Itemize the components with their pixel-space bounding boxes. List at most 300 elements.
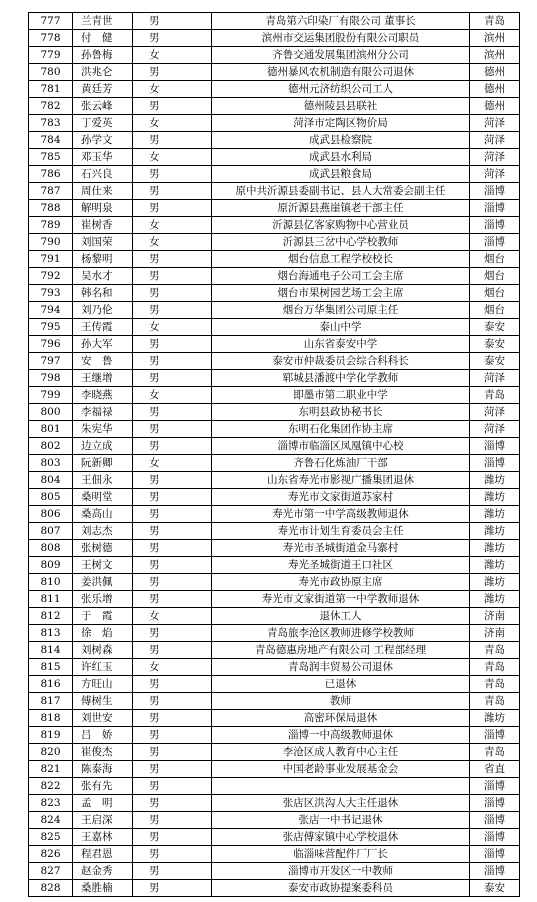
table-row — [29, 676, 520, 693]
table-row — [29, 115, 520, 132]
city-cell: 淄博 — [470, 438, 520, 455]
city-cell: 淄博 — [470, 778, 520, 795]
table-row — [29, 574, 520, 591]
row-number-cell: 822 — [29, 778, 73, 795]
city-cell: 淄博 — [470, 455, 520, 472]
row-number-cell: 779 — [29, 47, 73, 64]
person-name-cell: 洪兆仑 — [73, 64, 133, 81]
table-row — [29, 404, 520, 421]
table-row — [29, 880, 520, 897]
person-name-cell: 王树文 — [73, 557, 133, 574]
gender-cell: 男 — [133, 98, 212, 115]
person-name-cell: 吕 娇 — [73, 727, 133, 744]
row-number-cell: 794 — [29, 302, 73, 319]
workplace-cell: 泰山中学 — [212, 319, 470, 336]
table-row — [29, 744, 520, 761]
person-name-cell: 边立成 — [73, 438, 133, 455]
table-row — [29, 98, 520, 115]
row-number-cell: 827 — [29, 863, 73, 880]
row-number-cell: 784 — [29, 132, 73, 149]
row-number-cell: 803 — [29, 455, 73, 472]
row-number-cell: 815 — [29, 659, 73, 676]
city-cell: 潍坊 — [470, 710, 520, 727]
person-name-cell: 兰青世 — [73, 13, 133, 30]
workplace-cell: 淄博市开发区一中教师 — [212, 863, 470, 880]
city-cell: 德州 — [470, 81, 520, 98]
city-cell: 青岛 — [470, 676, 520, 693]
workplace-cell: 张店傅家镇中心学校退休 — [212, 829, 470, 846]
table-row — [29, 302, 520, 319]
person-name-cell: 王嘉林 — [73, 829, 133, 846]
row-number-cell: 796 — [29, 336, 73, 353]
table-row — [29, 659, 520, 676]
table-row — [29, 540, 520, 557]
city-cell: 青岛 — [470, 659, 520, 676]
row-number-cell: 800 — [29, 404, 73, 421]
city-cell: 淄博 — [470, 812, 520, 829]
row-number-cell: 785 — [29, 149, 73, 166]
city-cell: 淄博 — [470, 200, 520, 217]
person-name-cell: 孙大军 — [73, 336, 133, 353]
person-name-cell: 崔树香 — [73, 217, 133, 234]
row-number-cell: 816 — [29, 676, 73, 693]
row-number-cell: 804 — [29, 472, 73, 489]
gender-cell: 男 — [133, 795, 212, 812]
person-name-cell: 邓玉华 — [73, 149, 133, 166]
person-name-cell: 王启深 — [73, 812, 133, 829]
workplace-cell: 青岛润丰贸易公司退休 — [212, 659, 470, 676]
table-row — [29, 761, 520, 778]
workplace-cell: 张店一中书记退休 — [212, 812, 470, 829]
person-name-cell: 王佃永 — [73, 472, 133, 489]
city-cell: 菏泽 — [470, 370, 520, 387]
workplace-cell: 淄博一中高级教师退休 — [212, 727, 470, 744]
gender-cell: 男 — [133, 336, 212, 353]
table-row — [29, 642, 520, 659]
table-row — [29, 489, 520, 506]
city-cell: 菏泽 — [470, 421, 520, 438]
person-name-cell: 李晓燕 — [73, 387, 133, 404]
table-row — [29, 13, 520, 30]
gender-cell: 女 — [133, 319, 212, 336]
workplace-cell: 菏泽市定陶区物价局 — [212, 115, 470, 132]
gender-cell: 男 — [133, 557, 212, 574]
person-name-cell: 周仕来 — [73, 183, 133, 200]
gender-cell: 男 — [133, 727, 212, 744]
workplace-cell: 寿光市计划生育委员会主任 — [212, 523, 470, 540]
person-name-cell: 石兴良 — [73, 166, 133, 183]
table-row — [29, 625, 520, 642]
row-number-cell: 820 — [29, 744, 73, 761]
workplace-cell: 齐鲁交通发展集团滨州分公司 — [212, 47, 470, 64]
row-number-cell: 824 — [29, 812, 73, 829]
city-cell: 菏泽 — [470, 404, 520, 421]
row-number-cell: 825 — [29, 829, 73, 846]
gender-cell: 男 — [133, 64, 212, 81]
row-number-cell: 818 — [29, 710, 73, 727]
person-name-cell: 吴水才 — [73, 268, 133, 285]
table-row — [29, 591, 520, 608]
roster-table — [28, 12, 520, 897]
city-cell: 菏泽 — [470, 115, 520, 132]
row-number-cell: 786 — [29, 166, 73, 183]
city-cell: 济南 — [470, 608, 520, 625]
gender-cell: 女 — [133, 81, 212, 98]
city-cell: 潍坊 — [470, 506, 520, 523]
gender-cell: 男 — [133, 625, 212, 642]
workplace-cell: 泰安市政协提案委科员 — [212, 880, 470, 897]
city-cell: 潍坊 — [470, 557, 520, 574]
table-row — [29, 30, 520, 47]
gender-cell: 女 — [133, 455, 212, 472]
city-cell: 泰安 — [470, 336, 520, 353]
person-name-cell: 桑胜楠 — [73, 880, 133, 897]
table-row — [29, 472, 520, 489]
row-number-cell: 802 — [29, 438, 73, 455]
gender-cell: 男 — [133, 812, 212, 829]
gender-cell: 男 — [133, 574, 212, 591]
person-name-cell: 桑高山 — [73, 506, 133, 523]
city-cell: 淄博 — [470, 863, 520, 880]
row-number-cell: 790 — [29, 234, 73, 251]
workplace-cell: 临淄味营配件厂厂长 — [212, 846, 470, 863]
city-cell: 淄博 — [470, 795, 520, 812]
person-name-cell: 张乐增 — [73, 591, 133, 608]
workplace-cell: 青岛德惠房地产有限公司 工程部经理 — [212, 642, 470, 659]
person-name-cell: 韩名和 — [73, 285, 133, 302]
person-name-cell: 赵金秀 — [73, 863, 133, 880]
workplace-cell: 寿光市政协原主席 — [212, 574, 470, 591]
row-number-cell: 799 — [29, 387, 73, 404]
gender-cell: 男 — [133, 183, 212, 200]
table-row — [29, 812, 520, 829]
gender-cell: 男 — [133, 285, 212, 302]
person-name-cell: 杨黎明 — [73, 251, 133, 268]
table-row — [29, 778, 520, 795]
row-number-cell: 810 — [29, 574, 73, 591]
gender-cell: 男 — [133, 829, 212, 846]
gender-cell: 男 — [133, 778, 212, 795]
table-row — [29, 455, 520, 472]
city-cell: 青岛 — [470, 744, 520, 761]
table-row — [29, 81, 520, 98]
table-row — [29, 557, 520, 574]
table-row — [29, 523, 520, 540]
workplace-cell: 烟台海通电子公司工会主席 — [212, 268, 470, 285]
table-row — [29, 336, 520, 353]
city-cell: 烟台 — [470, 268, 520, 285]
table-row — [29, 217, 520, 234]
city-cell: 淄博 — [470, 829, 520, 846]
table-row — [29, 353, 520, 370]
row-number-cell: 777 — [29, 13, 73, 30]
person-name-cell: 刘国荣 — [73, 234, 133, 251]
workplace-cell: 烟台市果树园艺场工会主席 — [212, 285, 470, 302]
row-number-cell: 797 — [29, 353, 73, 370]
gender-cell: 女 — [133, 659, 212, 676]
gender-cell: 男 — [133, 421, 212, 438]
gender-cell: 男 — [133, 761, 212, 778]
gender-cell: 男 — [133, 744, 212, 761]
row-number-cell: 789 — [29, 217, 73, 234]
gender-cell: 男 — [133, 693, 212, 710]
table-row — [29, 421, 520, 438]
table-row — [29, 387, 520, 404]
gender-cell: 男 — [133, 506, 212, 523]
workplace-cell: 青岛旅李沧区教师进修学校教师 — [212, 625, 470, 642]
gender-cell: 男 — [133, 880, 212, 897]
gender-cell: 男 — [133, 846, 212, 863]
table-row — [29, 710, 520, 727]
workplace-cell: 张店区洪沟人大主任退休 — [212, 795, 470, 812]
person-name-cell: 黄廷芳 — [73, 81, 133, 98]
gender-cell: 女 — [133, 387, 212, 404]
workplace-cell: 李沧区成人教育中心主任 — [212, 744, 470, 761]
row-number-cell: 813 — [29, 625, 73, 642]
person-name-cell: 张有先 — [73, 778, 133, 795]
table-row — [29, 183, 520, 200]
gender-cell: 女 — [133, 47, 212, 64]
row-number-cell: 817 — [29, 693, 73, 710]
table-row — [29, 506, 520, 523]
city-cell: 泰安 — [470, 319, 520, 336]
person-name-cell: 桑明堂 — [73, 489, 133, 506]
city-cell: 潍坊 — [470, 574, 520, 591]
table-row — [29, 846, 520, 863]
roster-table-body — [29, 13, 520, 897]
workplace-cell: 东明县政协秘书长 — [212, 404, 470, 421]
table-row — [29, 727, 520, 744]
workplace-cell: 成武县检察院 — [212, 132, 470, 149]
gender-cell: 男 — [133, 489, 212, 506]
workplace-cell: 寿光市第一中学高级教师退休 — [212, 506, 470, 523]
city-cell: 泰安 — [470, 880, 520, 897]
person-name-cell: 孙学文 — [73, 132, 133, 149]
workplace-cell: 烟台万华集团公司原主任 — [212, 302, 470, 319]
workplace-cell: 高密环保局退休 — [212, 710, 470, 727]
row-number-cell: 826 — [29, 846, 73, 863]
city-cell: 潍坊 — [470, 591, 520, 608]
city-cell: 烟台 — [470, 285, 520, 302]
city-cell: 菏泽 — [470, 132, 520, 149]
city-cell: 潍坊 — [470, 540, 520, 557]
workplace-cell: 泰安市仲裁委员会综合科科长 — [212, 353, 470, 370]
row-number-cell: 788 — [29, 200, 73, 217]
city-cell: 烟台 — [470, 251, 520, 268]
person-name-cell: 阮新卿 — [73, 455, 133, 472]
person-name-cell: 孟 明 — [73, 795, 133, 812]
city-cell: 德州 — [470, 64, 520, 81]
city-cell: 青岛 — [470, 13, 520, 30]
row-number-cell: 782 — [29, 98, 73, 115]
gender-cell: 男 — [133, 370, 212, 387]
workplace-cell: 郓城县潘渡中学化学教师 — [212, 370, 470, 387]
workplace-cell: 淄博市临淄区凤凰镇中心校 — [212, 438, 470, 455]
city-cell: 淄博 — [470, 727, 520, 744]
table-row — [29, 166, 520, 183]
city-cell: 潍坊 — [470, 489, 520, 506]
city-cell: 菏泽 — [470, 149, 520, 166]
person-name-cell: 姜洪佩 — [73, 574, 133, 591]
workplace-cell: 东明石化集团作协主席 — [212, 421, 470, 438]
city-cell: 青岛 — [470, 387, 520, 404]
workplace-cell: 已退休 — [212, 676, 470, 693]
table-row — [29, 132, 520, 149]
gender-cell: 男 — [133, 540, 212, 557]
gender-cell: 男 — [133, 30, 212, 47]
workplace-cell: 沂源县亿客家购物中心营业员 — [212, 217, 470, 234]
person-name-cell: 张云峰 — [73, 98, 133, 115]
city-cell: 淄博 — [470, 217, 520, 234]
city-cell: 滨州 — [470, 47, 520, 64]
gender-cell: 男 — [133, 710, 212, 727]
city-cell: 济南 — [470, 625, 520, 642]
table-row — [29, 438, 520, 455]
workplace-cell: 寿光市文家街道第一中学教师退休 — [212, 591, 470, 608]
row-number-cell: 801 — [29, 421, 73, 438]
gender-cell: 男 — [133, 13, 212, 30]
row-number-cell: 798 — [29, 370, 73, 387]
row-number-cell: 792 — [29, 268, 73, 285]
person-name-cell: 丁爱英 — [73, 115, 133, 132]
gender-cell: 女 — [133, 217, 212, 234]
workplace-cell: 烟台信息工程学校校长 — [212, 251, 470, 268]
gender-cell: 男 — [133, 268, 212, 285]
person-name-cell: 崔俊杰 — [73, 744, 133, 761]
person-name-cell: 刘乃伦 — [73, 302, 133, 319]
city-cell: 菏泽 — [470, 166, 520, 183]
city-cell: 烟台 — [470, 302, 520, 319]
table-row — [29, 149, 520, 166]
person-name-cell: 傅树生 — [73, 693, 133, 710]
gender-cell: 男 — [133, 200, 212, 217]
person-name-cell: 孙鲁梅 — [73, 47, 133, 64]
row-number-cell: 806 — [29, 506, 73, 523]
workplace-cell: 中国老龄事业发展基金会 — [212, 761, 470, 778]
workplace-cell: 德州元济纺织公司工人 — [212, 81, 470, 98]
row-number-cell: 783 — [29, 115, 73, 132]
gender-cell: 男 — [133, 132, 212, 149]
row-number-cell: 795 — [29, 319, 73, 336]
workplace-cell: 寿光市文家街道苏家村 — [212, 489, 470, 506]
row-number-cell: 828 — [29, 880, 73, 897]
workplace-cell: 齐鲁石化炼油厂干部 — [212, 455, 470, 472]
workplace-cell: 原沂源县燕崖镇老干部主任 — [212, 200, 470, 217]
person-name-cell: 刘树森 — [73, 642, 133, 659]
row-number-cell: 812 — [29, 608, 73, 625]
row-number-cell: 814 — [29, 642, 73, 659]
row-number-cell: 811 — [29, 591, 73, 608]
row-number-cell: 821 — [29, 761, 73, 778]
gender-cell: 男 — [133, 302, 212, 319]
gender-cell: 女 — [133, 115, 212, 132]
row-number-cell: 778 — [29, 30, 73, 47]
workplace-cell: 退休工人 — [212, 608, 470, 625]
gender-cell: 男 — [133, 642, 212, 659]
person-name-cell: 程君恩 — [73, 846, 133, 863]
row-number-cell: 819 — [29, 727, 73, 744]
table-row — [29, 319, 520, 336]
city-cell: 青岛 — [470, 642, 520, 659]
city-cell: 德州 — [470, 98, 520, 115]
workplace-cell: 即墨市第二职业中学 — [212, 387, 470, 404]
workplace-cell: 寿光市圣城街道金马寨村 — [212, 540, 470, 557]
workplace-cell: 山东省寿光市影视广播集团退休 — [212, 472, 470, 489]
workplace-cell: 教师 — [212, 693, 470, 710]
gender-cell: 男 — [133, 438, 212, 455]
table-row — [29, 268, 520, 285]
gender-cell: 男 — [133, 676, 212, 693]
workplace-cell: 原中共沂源县委副书记、县人大常委会副主任 — [212, 183, 470, 200]
person-name-cell: 于 霞 — [73, 608, 133, 625]
gender-cell: 女 — [133, 608, 212, 625]
person-name-cell: 付 健 — [73, 30, 133, 47]
person-name-cell: 王传霞 — [73, 319, 133, 336]
workplace-cell: 青岛第六印染厂有限公司 董事长 — [212, 13, 470, 30]
person-name-cell: 朱宪华 — [73, 421, 133, 438]
row-number-cell: 807 — [29, 523, 73, 540]
table-row — [29, 608, 520, 625]
roster-table-container — [28, 12, 519, 897]
city-cell: 淄博 — [470, 234, 520, 251]
gender-cell: 男 — [133, 472, 212, 489]
table-row — [29, 64, 520, 81]
workplace-cell: 成武县粮食局 — [212, 166, 470, 183]
row-number-cell: 781 — [29, 81, 73, 98]
workplace-cell: 寿光圣城街道王口社区 — [212, 557, 470, 574]
gender-cell: 女 — [133, 234, 212, 251]
gender-cell: 男 — [133, 251, 212, 268]
gender-cell: 女 — [133, 149, 212, 166]
row-number-cell: 823 — [29, 795, 73, 812]
city-cell: 青岛 — [470, 693, 520, 710]
row-number-cell: 791 — [29, 251, 73, 268]
person-name-cell: 方旺山 — [73, 676, 133, 693]
person-name-cell: 解明泉 — [73, 200, 133, 217]
person-name-cell: 张树德 — [73, 540, 133, 557]
city-cell: 省直 — [470, 761, 520, 778]
row-number-cell: 809 — [29, 557, 73, 574]
person-name-cell: 安 鲁 — [73, 353, 133, 370]
person-name-cell: 徐 焰 — [73, 625, 133, 642]
table-row — [29, 285, 520, 302]
table-row — [29, 47, 520, 64]
person-name-cell: 陈泰海 — [73, 761, 133, 778]
table-row — [29, 863, 520, 880]
gender-cell: 男 — [133, 166, 212, 183]
workplace-cell: 德州暴风农机制造有限公司退休 — [212, 64, 470, 81]
person-name-cell: 许红玉 — [73, 659, 133, 676]
table-row — [29, 829, 520, 846]
workplace-cell: 山东省泰安中学 — [212, 336, 470, 353]
city-cell: 潍坊 — [470, 523, 520, 540]
gender-cell: 男 — [133, 523, 212, 540]
gender-cell: 男 — [133, 353, 212, 370]
city-cell: 泰安 — [470, 353, 520, 370]
city-cell: 淄博 — [470, 846, 520, 863]
row-number-cell: 780 — [29, 64, 73, 81]
person-name-cell: 刘世安 — [73, 710, 133, 727]
city-cell: 潍坊 — [470, 472, 520, 489]
workplace-cell — [212, 778, 470, 795]
gender-cell: 男 — [133, 591, 212, 608]
person-name-cell: 李福禄 — [73, 404, 133, 421]
table-row — [29, 200, 520, 217]
row-number-cell: 793 — [29, 285, 73, 302]
workplace-cell: 成武县水利局 — [212, 149, 470, 166]
city-cell: 滨州 — [470, 30, 520, 47]
row-number-cell: 805 — [29, 489, 73, 506]
